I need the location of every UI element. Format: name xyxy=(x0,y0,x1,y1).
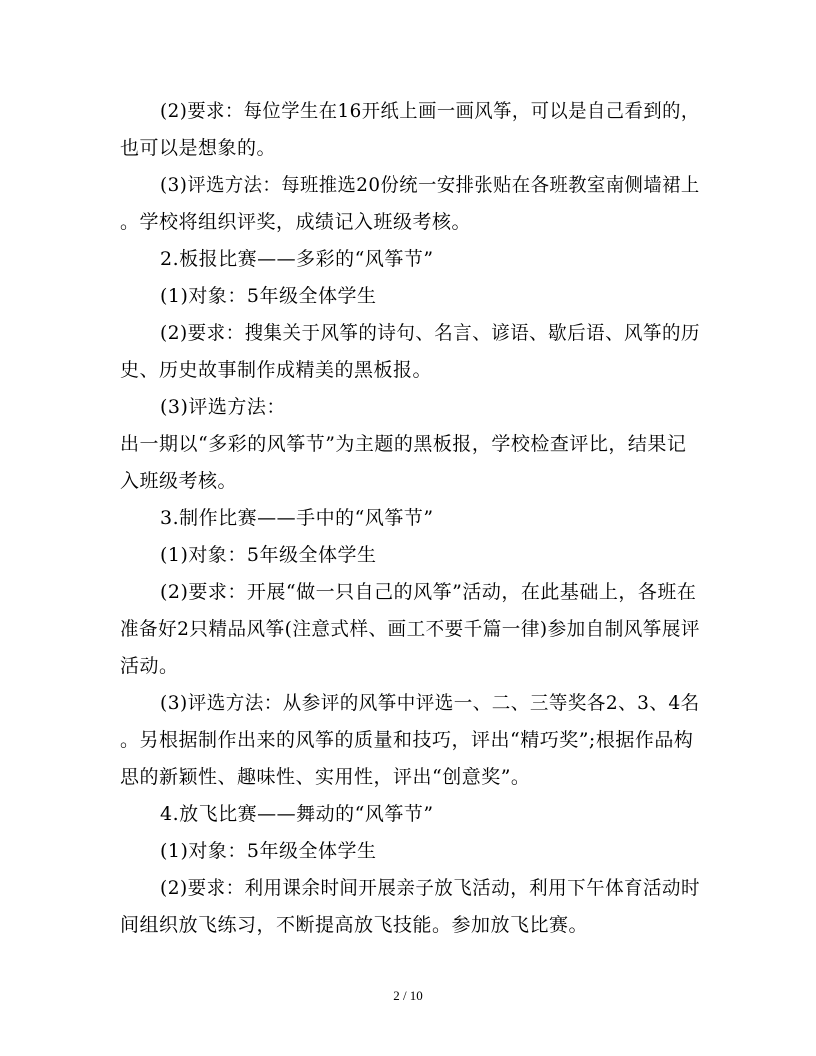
text-line: (2)要求：搜集关于风筝的诗句、名言、谚语、歇后语、风筝的历 xyxy=(160,322,700,344)
text-line: (3)评选方法：每班推选20份统一安排张贴在各班教室南侧墙裙上 xyxy=(160,174,700,196)
text-line: 。学校将组织评奖，成绩记入班级考核。 xyxy=(120,211,472,233)
text-line: (1)对象：5年级全体学生 xyxy=(160,544,377,566)
page-number: 2 / 10 xyxy=(393,988,423,1003)
text-line: 也可以是想象的。 xyxy=(120,137,277,159)
text-line: (3)评选方法： xyxy=(160,396,286,418)
text-line: 间组织放飞练习，不断提高放飞技能。参加放飞比赛。 xyxy=(120,914,589,936)
text-line: 出一期以“多彩的风筝节”为主题的黑板报，学校检查评比，结果记 xyxy=(120,433,687,455)
text-line: 活动。 xyxy=(120,655,179,677)
text-line: (1)对象：5年级全体学生 xyxy=(160,840,377,862)
section-heading: 3.制作比赛——手中的“风筝节” xyxy=(160,507,434,529)
text-line: 。另根据制作出来的风筝的质量和技巧，评出“精巧奖”;根据作品构 xyxy=(120,729,694,751)
text-line: 准备好2只精品风筝(注意式样、画工不要千篇一律)参加自制风筝展评 xyxy=(120,618,700,640)
section-heading: 4.放飞比赛——舞动的“风筝节” xyxy=(160,803,434,825)
text-line: (2)要求：每位学生在16开纸上画一画风筝，可以是自己看到的， xyxy=(160,100,700,122)
text-line: (1)对象：5年级全体学生 xyxy=(160,285,377,307)
text-line: (2)要求：利用课余时间开展亲子放飞活动，利用下午体育活动时 xyxy=(160,877,700,899)
text-line: 思的新颖性、趣味性、实用性，评出“创意奖”。 xyxy=(120,766,531,788)
text-line: (2)要求：开展“做一只自己的风筝”活动，在此基础上，各班在 xyxy=(160,581,697,603)
section-heading: 2.板报比赛——多彩的“风筝节” xyxy=(160,248,434,270)
text-line: (3)评选方法：从参评的风筝中评选一、二、三等奖各2、3、4名 xyxy=(160,692,700,714)
text-line: 史、历史故事制作成精美的黑板报。 xyxy=(120,359,433,381)
text-line: 入班级考核。 xyxy=(120,470,238,492)
